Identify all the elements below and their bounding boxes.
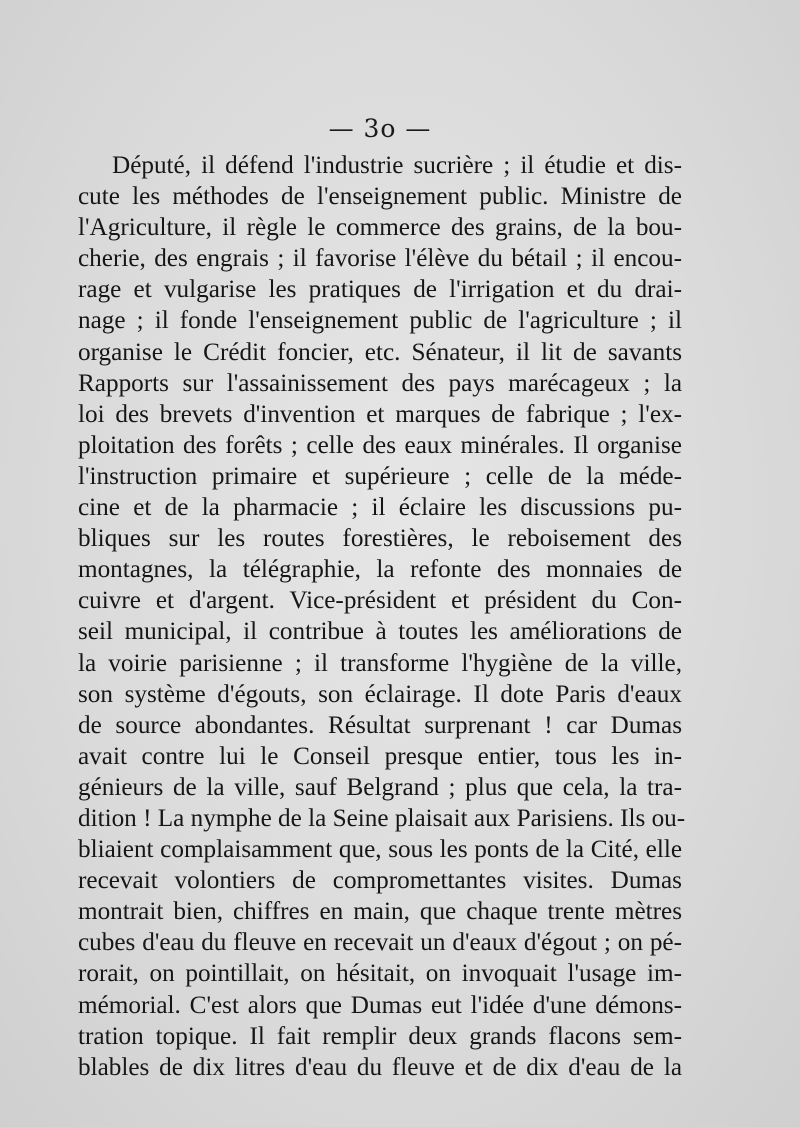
text-line: cute les méthodes de l'enseignement public. Ministre de	[78, 183, 682, 211]
text-line: génieurs de la ville, sauf Belgrand ; plus que cela, la tra-	[78, 773, 682, 801]
text-line: Député, il défend l'industrie sucrière ; il étudie et dis-	[112, 152, 682, 179]
body-paragraph	[78, 150, 686, 1083]
text-line: montagnes, la télégraphie, la refonte des monnaies de	[78, 556, 682, 584]
text-line: cherie, des engrais ; il favorise l'élève du bétail ; il encou-	[78, 245, 682, 273]
text-line: montrait bien, chiffres en main, que chaque trente mètres	[78, 898, 682, 926]
text-line: cuivre et d'argent. Vice-président et président du Con-	[78, 587, 682, 615]
text-line: la voirie parisienne ; il transforme l'hygiène de la ville,	[78, 649, 682, 677]
text-line: recevait volontiers de compromettantes visites. Dumas	[78, 867, 682, 895]
text-line: son système d'égouts, son éclairage. Il dote Paris d'eaux	[78, 680, 682, 708]
text-line: blables de dix litres d'eau du fleuve et de dix d'eau de la	[78, 1053, 682, 1081]
text-line: rorait, on pointillait, on hésitait, on invoquait l'usage im-	[78, 960, 682, 988]
text-line: l'Agriculture, il règle le commerce des grains, de la bou-	[78, 214, 682, 242]
text-line: ploitation des forêts ; celle des eaux minérales. Il organise	[78, 431, 682, 459]
text-line: dition ! La nymphe de la Seine plaisait aux Parisiens. Ils ou-	[78, 804, 686, 832]
text-line: bliques sur les routes forestières, le reboisement des	[78, 525, 682, 553]
page-number: — 3o —	[328, 114, 432, 143]
text-line: l'instruction primaire et supérieure ; celle de la méde-	[78, 462, 682, 490]
text-line: Rapports sur l'assainissement des pays marécageux ; la	[78, 369, 682, 397]
text-line: cine et de la pharmacie ; il éclaire les discussions pu-	[78, 494, 682, 522]
text-line: de source abondantes. Résultat surprenant ! car Dumas	[78, 711, 682, 739]
text-line: tration topique. Il fait remplir deux grands flacons sem-	[78, 1022, 682, 1050]
text-line: mémorial. C'est alors que Dumas eut l'idée d'une démons-	[78, 991, 682, 1019]
text-line: bliaient complaisamment que, sous les ponts de la Cité, elle	[78, 836, 682, 864]
text-line: cubes d'eau du fleuve en recevait un d'eaux d'égout ; on pé-	[78, 929, 682, 957]
text-line: avait contre lui le Conseil presque entier, tous les in-	[78, 742, 682, 770]
text-line: loi des brevets d'invention et marques de fabrique ; l'ex-	[78, 400, 682, 428]
text-line: nage ; il fonde l'enseignement public de l'agriculture ; il	[78, 307, 682, 335]
text-line: seil municipal, il contribue à toutes les améliorations de	[78, 618, 682, 646]
text-line: rage et vulgarise les pratiques de l'irrigation et du drai-	[78, 276, 682, 304]
text-line: organise le Crédit foncier, etc. Sénateur, il lit de savants	[78, 338, 682, 366]
